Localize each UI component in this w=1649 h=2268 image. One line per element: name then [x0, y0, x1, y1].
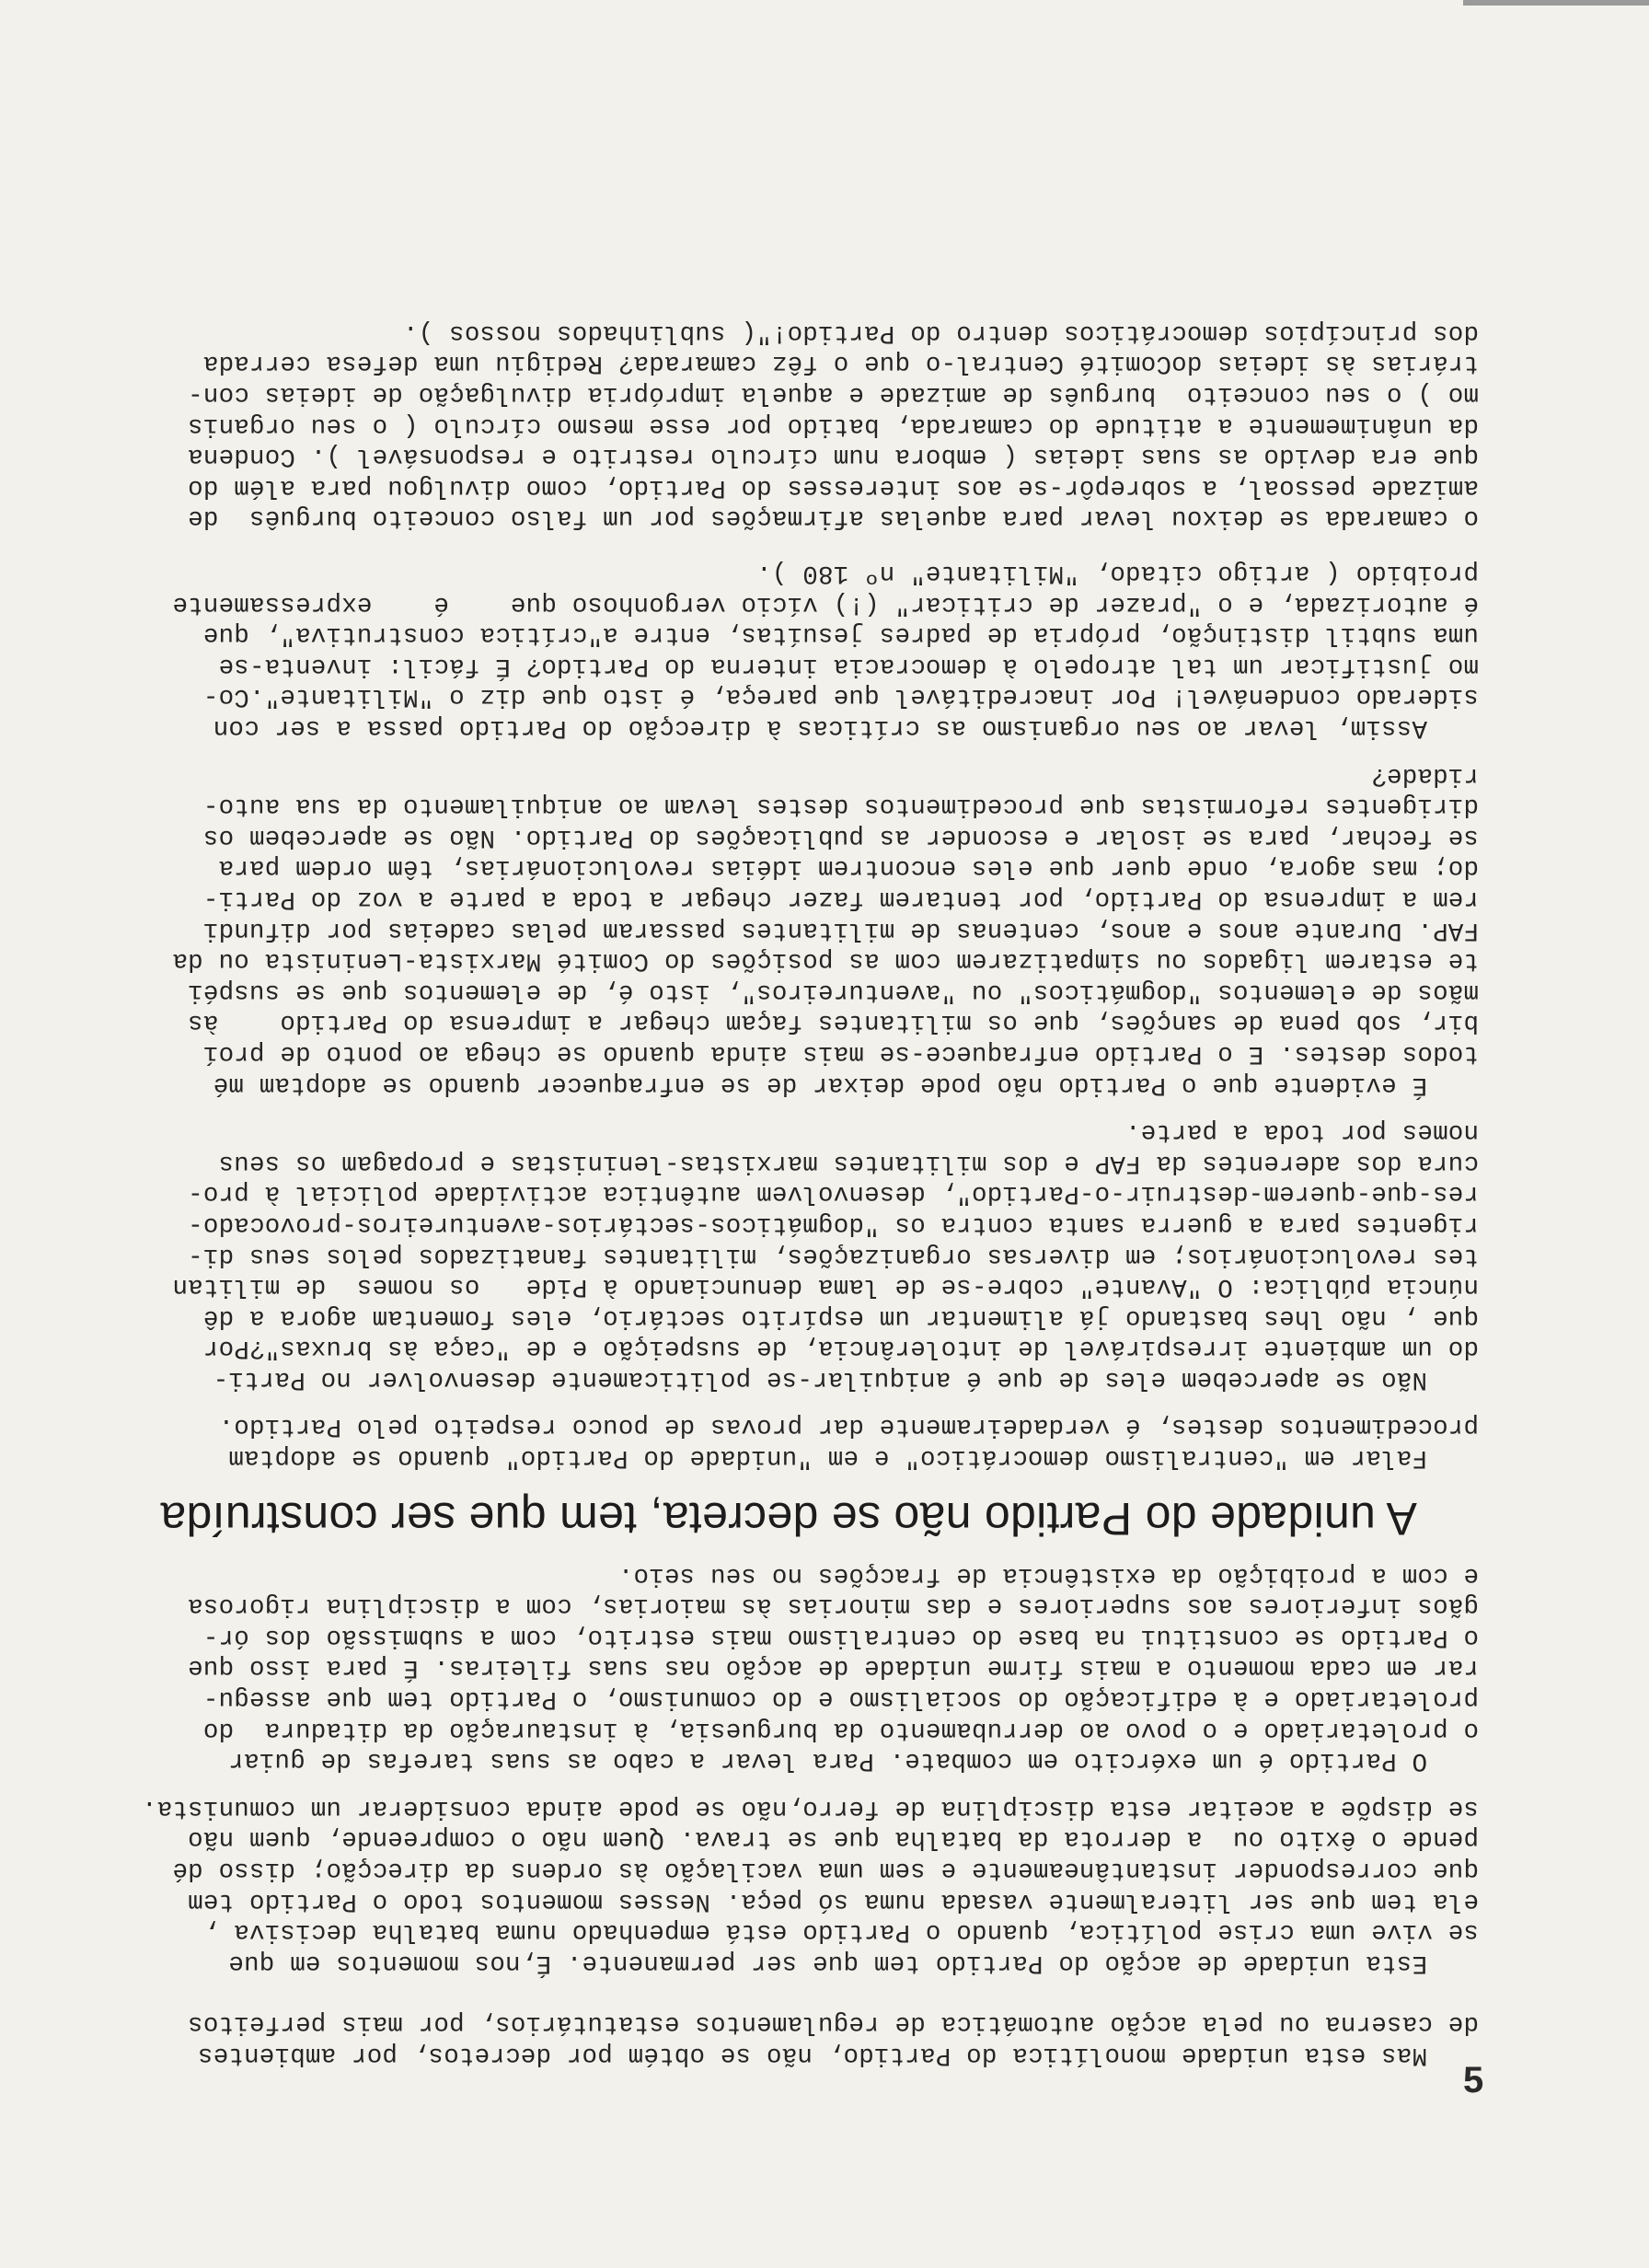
text-line: rar em cada momento a mais firme unidade de acção nas suas fileiras. É para isso que	[187, 1653, 1479, 1683]
text-line: mo ) o seu conceito burguês de amizade e aquela imprópria divulgação de ideias con-	[187, 380, 1479, 410]
text-line: que era devido as suas ideias ( embora num círculo restrito e responsável ). Condena	[187, 442, 1479, 471]
text-line: dirigentes reformistas que procedimentos destes levam ao aniquilamento da sua auto-	[202, 792, 1479, 821]
text-line: se fechar, para se isolar e esconder as publicações do Partido. Não se apercebem os	[202, 822, 1479, 851]
text-line: siderado condenável! Por inacreditável que pareça, é isto que diz o "Militante".Co-	[202, 682, 1479, 712]
text-line: Falar em "centralismo democrático" e em "unidade do Partido" quando se adoptam	[228, 1443, 1427, 1473]
text-line: amizade pessoal, a sobrepôr-se aos interesses do Partido, como divulgou para além do	[187, 472, 1479, 502]
text-line: uma subtil distinção, própria de padres jesuítas, entre a"crítica construtiva", que	[202, 620, 1479, 650]
text-line: Mas esta unidade monolítica do Partido, não se obtém por decretos, por ambientes	[197, 2041, 1427, 2069]
section-heading: A unidade do Partido não se decreta, tem que ser construída	[160, 1493, 1417, 1545]
paragraph-unidade	[98, 1792, 1479, 1978]
text-line: gãos inferiores aos superiores e das minorias às maiorias, com a disciplina rigorosa	[187, 1591, 1479, 1621]
text-line: FAP. Durante anos e anos, centenas de militantes passaram pelas cadeias por difundi	[202, 915, 1479, 944]
paragraph-exercito	[98, 1559, 1479, 1776]
text-line: de caserna ou pela acção automática de regulamentos estatutários, por mais perfeitos	[187, 2009, 1479, 2039]
text-line: é autorizada, e o "prazer de criticar" (!) vício vergonhoso que é expressamente	[172, 589, 1479, 619]
text-line: Esta unidade de acção do Partido tem que ser permanente. É,nos momentos em que	[228, 1948, 1427, 1977]
paragraph-top	[98, 2008, 1479, 2070]
text-line: bir, sob pena de sanções, que os militantes façam chegar a imprensa do Partido às	[187, 1008, 1479, 1037]
paragraph-falar	[98, 1411, 1479, 1473]
text-line: cura dos aderentes da FAP e dos militantes marxistas-leninistas e propagam os seus	[218, 1148, 1479, 1177]
text-line: dos princípios democráticos dentro do Partido!"( sublinhados nossos ).	[402, 318, 1479, 347]
text-line: proibido ( artigo citado, "Militante" nº 180 ).	[755, 559, 1479, 588]
paragraph-camarada	[98, 317, 1479, 533]
text-line: se vive uma crise política, quando o Partido está empenhado numa batalha decisiva ,	[202, 1917, 1479, 1947]
text-line: tes revolucionários; em diversas organizações, militantes fanatizados pelos seus di-	[187, 1241, 1479, 1270]
text-line: do um ambiente irrespirável de intolerância, de suspeição e de "caça às bruxas"?Por	[202, 1334, 1479, 1363]
text-line: res-que-querem-destruir-o-Partido", desenvolvem autêntica actividade policial à pro-	[187, 1179, 1479, 1209]
text-line: ridade?	[1371, 760, 1479, 790]
text-line: núncia pública: O "Avante" cobre-se de lama denunciando à Pide os nomes de militan	[172, 1272, 1479, 1302]
text-line: te estarem ligados ou simpatizarem com as posições do Comité Marxista-Leninista ou da	[172, 946, 1479, 976]
text-line: que , não lhes bastando já alimentar um espírito sectário, eles fomentam agora a dê	[202, 1302, 1479, 1332]
text-line: Não se apercebem eles de que é aniquilar-se politicamente desenvolver no Parti-	[213, 1364, 1427, 1394]
text-line: nomes por toda a parte.	[1124, 1117, 1479, 1147]
text-line: procedimentos destes, é verdadeiramente dar provas de pouco respeito pelo Partido.	[218, 1412, 1479, 1441]
text-line: mãos de elementos "dogmáticos" ou "aventureiros", isto é, de elementos que se suspéi	[187, 977, 1479, 1006]
paragraph-evidente	[98, 759, 1479, 1100]
text-line: ela tem que ser literalmente vasada numa só peça. Nesses momentos todo o Partido tem	[187, 1886, 1479, 1915]
text-line: Assim, levar ao seu organismo as críticas à direcção do Partido passa a ser con	[213, 713, 1427, 743]
text-line: rem a imprensa do Partido, por tentarem fazer chegar a toda a parte a voz do Parti-	[202, 885, 1479, 913]
paragraph-assim	[98, 557, 1479, 743]
text-line: O Partido é um exército em combate. Para levar a cabo as suas tarefas de guiar	[228, 1746, 1427, 1776]
text-line: mo justificar um tal atropelo à democracia interna do Partido? É fácil: inventa-se	[218, 651, 1479, 680]
text-line: todos destes. E o Partido enfraquece-se mais ainda quando se chega ao ponto de proí	[202, 1038, 1479, 1068]
page-number: 5	[1463, 2060, 1484, 2100]
text-line: rigentes para a guerra santa contra os "dogmáticos-sectários-aventureiros-provocado-	[187, 1209, 1479, 1239]
page-body	[98, 317, 1479, 2070]
text-line: É evidente que o Partido não pode deixar de se enfraquecer quando se adoptam mé	[213, 1070, 1427, 1099]
text-line: e com a proibição da existência de fracções no seu seio.	[617, 1560, 1479, 1590]
text-line: pende o êxito ou a derrota da batalha que se trava. Quem não o compreende, quem não	[187, 1824, 1479, 1854]
text-line: que corresponder instantâneamente e sem uma vacilação às ordens da direcção; disso dé	[172, 1856, 1479, 1885]
text-line: o camarada se deixou levar para aquelas afirmações por um falso conceito burguês de	[187, 503, 1479, 533]
text-line: proletariado e à edificação do socialismo e do comunismo, o Partido tem que assegu-	[202, 1684, 1479, 1714]
text-line: o proletariado e o povo ao derrubamento da burguesia, à instauração da ditadura do	[202, 1715, 1479, 1744]
paragraph-nao-se-apercebem	[98, 1117, 1479, 1394]
text-line: se dispõe a aceitar esta disciplina de ferro,não se pode ainda considerar um comunista.	[141, 1793, 1479, 1822]
text-line: o Partido se constitui na base do centralismo mais estrito, com a submissão dos ór-	[202, 1622, 1479, 1651]
text-line: do; mas agora, onde quer que eles encontrem idéias revolucionárias, têm ordem para	[218, 853, 1479, 883]
text-line: trárias às ideias doComité Central-o que o fêz camarada? Redigiu uma defesa cerrada	[202, 349, 1479, 378]
text-line: da unânimemente a atitude do camarada, batido por esse mesmo círculo ( o seu organis	[187, 411, 1479, 440]
